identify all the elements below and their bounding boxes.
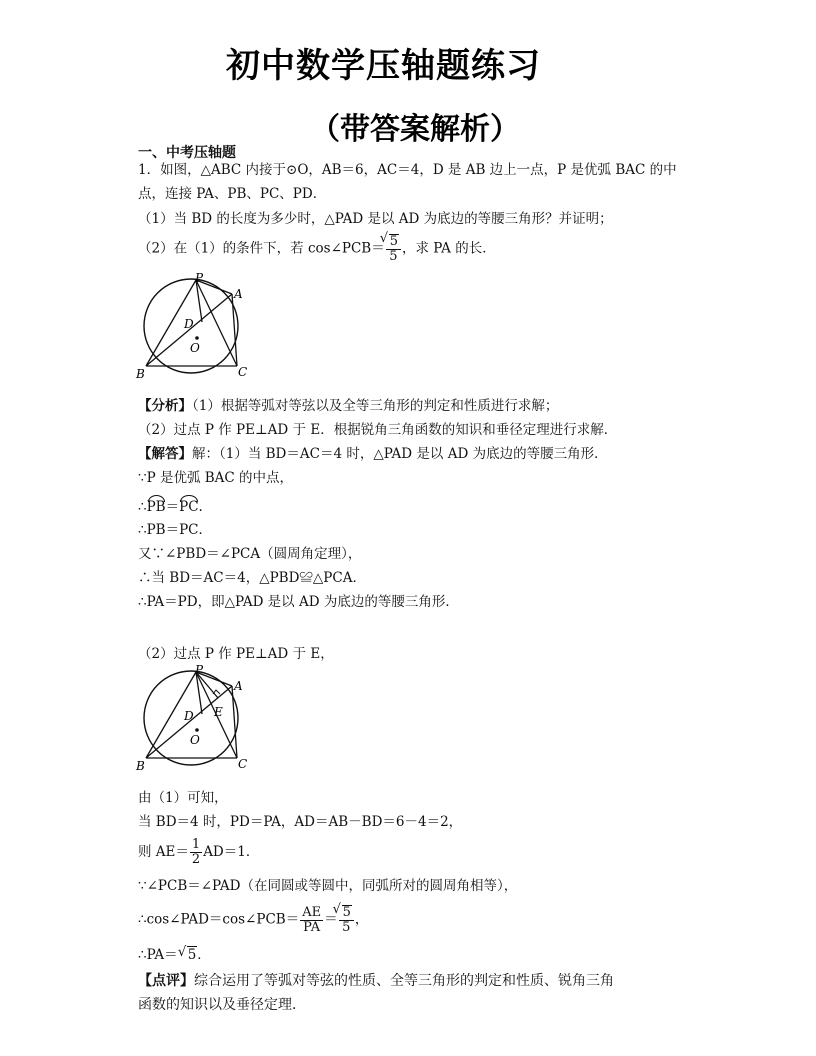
answer-line-5: 又∵∠PBD＝∠PCA（圆周角定理）， <box>138 546 362 562</box>
answer-line-7: ∴PA＝PD，即△PAD 是以 AD 为底边的等腰三角形． <box>138 594 459 610</box>
right-angle-mark <box>213 690 220 694</box>
center-point <box>195 728 199 732</box>
label-c: C <box>238 365 248 379</box>
ae-over-pa-fraction: $\frac{AE}{PA}$ <box>302 904 322 935</box>
label-c: C <box>238 757 248 771</box>
part2-prefix: （2）在（1）的条件下，若 cos∠PCB＝ <box>138 240 385 257</box>
answer-line-3: ∴PB＝PC. <box>138 499 203 515</box>
problem-line-1: 1．如图，△ABC 内接于⊙O，AB＝6，AC＝4，D 是 AB 边上一点，P 是优弧 BAC 的中 <box>138 162 677 178</box>
arc-pc: PC <box>179 499 199 515</box>
section-heading: 一、中考压轴题 <box>138 145 236 161</box>
page-title: 初中数学压轴题练习 <box>226 46 541 86</box>
figure-1-circle-diagram <box>134 272 254 384</box>
answer-line-2: ∵P 是优弧 BAC 的中点， <box>138 470 294 486</box>
answer-line-9: 由（1）可知， <box>138 790 228 806</box>
label-b: B <box>136 759 145 773</box>
part2-fraction <box>386 234 401 264</box>
answer-line-1: 【解答】解：（1）当 BD＝AC＝4 时，△PAD 是以 AD 为底边的等腰三角形． <box>138 446 608 462</box>
label-p: P <box>195 664 204 677</box>
answer-line-8: （2）过点 P 作 PE⊥AD 于 E， <box>138 646 334 662</box>
answer-line-14: ∴PA＝√ 5． <box>138 946 211 963</box>
center-point <box>195 336 199 340</box>
half-fraction: $\frac{1}{2}$ <box>191 837 201 867</box>
page-subtitle: （带答案解析） <box>310 112 520 147</box>
answer-line-10: 当 BD＝4 时，PD＝PA，AD＝AB－BD＝6－4＝2， <box>138 814 463 830</box>
answer-line-13: ∴cos∠PAD＝cos∠PCB＝ $\frac{AE}{PA}$ ＝ √ $\frac{5}{5}$ ， <box>138 905 368 935</box>
analysis-line-2: （2）过点 P 作 PE⊥AD 于 E．根据锐角三角函数的知识和垂径定理进行求解． <box>138 422 618 438</box>
root5-over-5-fraction: √ $\frac{5}{5}$ <box>339 905 354 935</box>
problem-line-2: 点，连接 PA、PB、PC、PD． <box>138 186 327 202</box>
comment-line-2: 函数的知识以及垂径定理． <box>138 997 306 1013</box>
comment-line-1: 【点评】综合运用了等弧对等弦的性质、全等三角形的判定和性质、锐角三角 <box>138 973 614 989</box>
label-p: P <box>195 272 204 285</box>
answer-tag: 【解答】 <box>138 446 192 462</box>
answer-line-4: ∴PB＝PC． <box>138 522 213 538</box>
part2-suffix: ，求 PA 的长． <box>402 240 496 257</box>
answer-line-12: ∵∠PCB＝∠PAD（在同圆或等圆中，同弧所对的圆周角相等）， <box>138 878 518 894</box>
segment-ac <box>232 686 237 758</box>
label-o: O <box>190 341 200 355</box>
label-d: D <box>184 317 194 331</box>
figure-2-circle-diagram <box>134 664 254 776</box>
label-o: O <box>190 733 200 747</box>
analysis-tag: 【分析】 <box>138 398 192 414</box>
segment-ac <box>232 294 237 366</box>
problem-part-2 <box>138 234 496 264</box>
arc-pb: PB <box>146 499 166 515</box>
label-b: B <box>136 367 145 381</box>
part2-root: √ 5 <box>389 234 399 249</box>
label-a: A <box>234 287 243 301</box>
analysis-line-1: 【分析】（1）根据等弧对等弦以及全等三角形的判定和性质进行求解； <box>138 398 559 414</box>
answer-line-11: 则 AE＝ $\frac{1}{2}$ AD＝1． <box>138 837 260 867</box>
label-d: D <box>184 709 194 723</box>
label-e: E <box>214 705 223 719</box>
label-a: A <box>234 679 243 693</box>
root5: √ 5 <box>187 946 198 963</box>
comment-tag: 【点评】 <box>138 973 194 989</box>
problem-part-1: （1）当 BD 的长度为多少时，△PAD 是以 AD 为底边的等腰三角形？并证明； <box>138 211 613 227</box>
answer-line-6: ∴当 BD＝AC＝4，△PBD≌△PCA． <box>138 570 366 586</box>
part2-den: 5 <box>389 249 398 264</box>
